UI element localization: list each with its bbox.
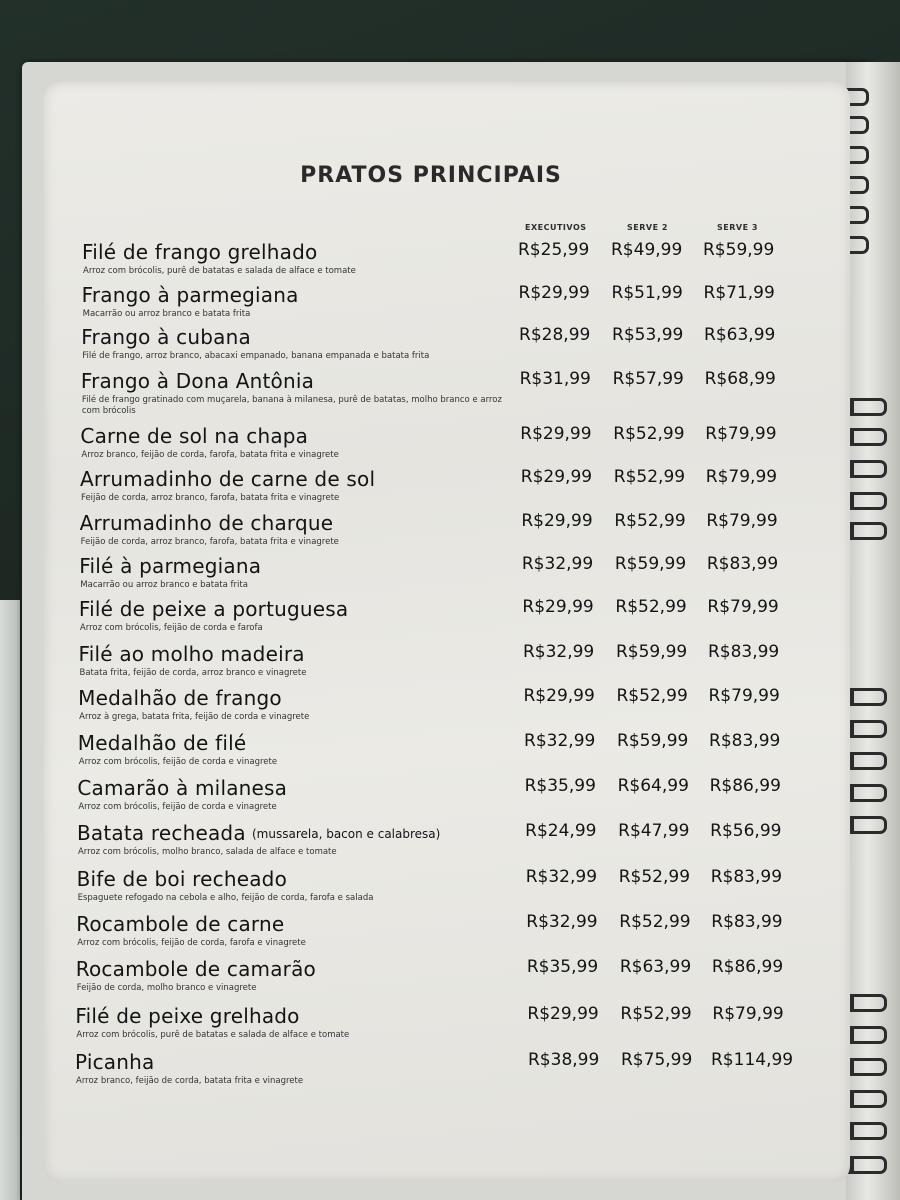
dish-name: Filé de frango grelhado	[82, 240, 318, 264]
price-serve-3: R$79,99	[705, 467, 778, 487]
price-serve-2: R$53,99	[612, 325, 684, 345]
price-executivos: R$24,99	[525, 821, 597, 841]
dish-description: Arroz branco, feijão de corda, batata frita e vinagrete	[76, 1076, 304, 1086]
menu-item	[0, 424, 900, 468]
menu-item	[0, 240, 900, 284]
menu-item	[0, 325, 900, 369]
price-serve-3: R$79,99	[706, 511, 778, 531]
price-serve-2: R$59,99	[615, 642, 688, 662]
price-executivos: R$29,99	[522, 597, 594, 617]
price-executivos: R$35,99	[524, 776, 596, 796]
dish-description: Arroz branco, feijão de corda, farofa, batata frita e vinagrete	[81, 450, 339, 460]
menu-item	[0, 912, 900, 956]
price-serve-2: R$47,99	[618, 821, 690, 841]
price-serve-3: R$79,99	[708, 686, 780, 706]
menu-item	[0, 1050, 900, 1094]
price-executivos: R$35,99	[526, 957, 599, 977]
price-executivos: R$29,99	[518, 283, 590, 303]
menu-item	[0, 554, 900, 598]
dish-description: Filé de frango, arroz branco, abacaxi empanado, banana empanada e batata frita	[82, 351, 430, 361]
menu-item	[0, 283, 900, 327]
dish-name: Carne de sol na chapa	[80, 424, 309, 448]
menu-title: PRATOS PRINCIPAIS	[300, 163, 562, 188]
price-serve-2: R$52,99	[614, 511, 686, 531]
price-serve-3: R$68,99	[704, 369, 776, 389]
dish-name: Batata recheada	[76, 821, 246, 845]
dish-description: Macarrão ou arroz branco e batata frita	[80, 580, 248, 590]
dish-name: Filé de peixe grelhado	[75, 1004, 300, 1028]
price-executivos: R$31,99	[519, 369, 591, 389]
menu-item	[0, 642, 900, 686]
dish-description: Arroz com brócolis, feijão de corda, farofa e vinagrete	[77, 938, 306, 948]
price-serve-3: R$79,99	[705, 424, 777, 444]
price-serve-2: R$52,99	[615, 597, 687, 617]
dish-description: Macarrão ou arroz branco e batata frita	[82, 309, 251, 319]
menu-item	[0, 1004, 900, 1048]
dish-description: Filé de frango gratinado com muçarela, banana à milanesa, purê de batatas, molho branco e arroz com brócolis	[81, 395, 502, 416]
dish-name: Medalhão de filé	[77, 731, 247, 755]
price-serve-2: R$52,99	[620, 1004, 692, 1024]
price-executivos: R$32,99	[521, 554, 594, 574]
dish-description: Arroz com brócolis, feijão de corda e vinagrete	[78, 802, 277, 812]
menu-item	[0, 731, 900, 775]
price-executivos: R$25,99	[518, 240, 590, 260]
price-serve-3: R$63,99	[704, 325, 776, 345]
dish-name: Arrumadinho de carne de sol	[80, 467, 376, 491]
menu-item	[0, 597, 900, 641]
price-serve-2: R$52,99	[613, 424, 685, 444]
menu-item	[0, 686, 900, 730]
dish-description: Feijão de corda, molho branco e vinagrete	[76, 983, 257, 993]
column-header-serve-2: SERVE 2	[627, 223, 668, 232]
price-serve-3: R$114,99	[711, 1050, 794, 1070]
price-executivos: R$29,99	[527, 1004, 599, 1024]
column-header-serve-3: SERVE 3	[717, 223, 758, 232]
dish-description: Arroz com brócolis, feijão de corda e vinagrete	[78, 757, 278, 767]
dish-name: Arrumadinho de charque	[79, 511, 334, 535]
price-serve-2: R$63,99	[619, 957, 692, 977]
price-serve-3: R$71,99	[703, 283, 775, 303]
price-executivos: R$29,99	[520, 467, 593, 487]
dish-description: Feijão de corda, arroz branco, farofa, batata frita e vinagrete	[80, 537, 339, 547]
price-serve-3: R$79,99	[712, 1004, 784, 1024]
dish-name: Filé ao molho madeira	[78, 642, 305, 666]
dish-name: Medalhão de frango	[78, 686, 282, 710]
price-executivos: R$29,99	[523, 686, 595, 706]
price-executivos: R$29,99	[520, 424, 592, 444]
price-executivos: R$38,99	[528, 1050, 600, 1070]
dish-description: Arroz com brócolis, purê de batatas e salada de alface e tomate	[76, 1030, 350, 1040]
price-serve-3: R$83,99	[711, 912, 783, 932]
dish-description: Batata frita, feijão de corda, arroz branco e vinagrete	[79, 668, 307, 678]
dish-description: Espaguete refogado na cebola e alho, feijão de corda, farofa e salada	[77, 893, 374, 903]
price-serve-3: R$83,99	[706, 554, 779, 574]
menu-item	[0, 957, 900, 1001]
price-serve-2: R$59,99	[614, 554, 687, 574]
price-serve-3: R$56,99	[710, 821, 782, 841]
price-executivos: R$32,99	[525, 867, 598, 887]
price-serve-2: R$64,99	[617, 776, 689, 796]
menu-item	[0, 511, 900, 555]
dish-name: Frango à Dona Antônia	[80, 369, 315, 393]
price-serve-2: R$57,99	[612, 369, 684, 389]
price-serve-2: R$52,99	[613, 467, 686, 487]
menu-item	[0, 867, 900, 911]
price-serve-3: R$59,99	[703, 240, 775, 260]
price-serve-3: R$83,99	[707, 642, 780, 662]
dish-description: Arroz com brócolis, purê de batatas e salada de alface e tomate	[83, 266, 356, 276]
price-serve-2: R$59,99	[617, 731, 689, 751]
menu-item	[0, 776, 900, 820]
price-serve-2: R$51,99	[611, 283, 683, 303]
dish-name: Rocambole de camarão	[75, 957, 316, 981]
price-executivos: R$29,99	[521, 511, 593, 531]
price-serve-2: R$52,99	[619, 912, 691, 932]
dish-name: Filé de peixe a portuguesa	[78, 597, 349, 621]
menu-item	[0, 467, 900, 511]
dish-name: Camarão à milanesa	[77, 776, 288, 800]
dish-description: Arroz com brócolis, molho branco, salada de alface e tomate	[77, 847, 337, 857]
dish-name: Frango à cubana	[81, 325, 251, 349]
price-serve-2: R$49,99	[611, 240, 683, 260]
dish-name: Filé à parmegiana	[79, 554, 262, 578]
price-executivos: R$32,99	[522, 642, 595, 662]
price-executivos: R$32,99	[524, 731, 596, 751]
price-serve-3: R$83,99	[709, 731, 781, 751]
dish-note: (mussarela, bacon e calabresa)	[252, 827, 441, 841]
price-executivos: R$32,99	[526, 912, 598, 932]
menu-item	[0, 369, 900, 416]
price-serve-3: R$86,99	[711, 957, 784, 977]
dish-name: Picanha	[75, 1050, 155, 1074]
dish-description: Arroz à grega, batata frita, feijão de corda e vinagrete	[79, 712, 310, 722]
column-header-executivos: EXECUTIVOS	[525, 223, 587, 232]
price-serve-3: R$86,99	[709, 776, 781, 796]
price-serve-2: R$52,99	[616, 686, 688, 706]
dish-name: Frango à parmegiana	[81, 283, 299, 307]
price-serve-2: R$75,99	[621, 1050, 693, 1070]
price-executivos: R$28,99	[519, 325, 591, 345]
dish-description: Feijão de corda, arroz branco, farofa, batata frita e vinagrete	[81, 493, 340, 503]
dish-name: Rocambole de carne	[76, 912, 285, 936]
menu-item	[0, 821, 900, 865]
price-serve-2: R$52,99	[618, 867, 691, 887]
dish-description: Arroz com brócolis, feijão de corda e farofa	[79, 623, 263, 633]
price-serve-3: R$79,99	[707, 597, 779, 617]
price-serve-3: R$83,99	[710, 867, 783, 887]
dish-name: Bife de boi recheado	[76, 867, 288, 891]
